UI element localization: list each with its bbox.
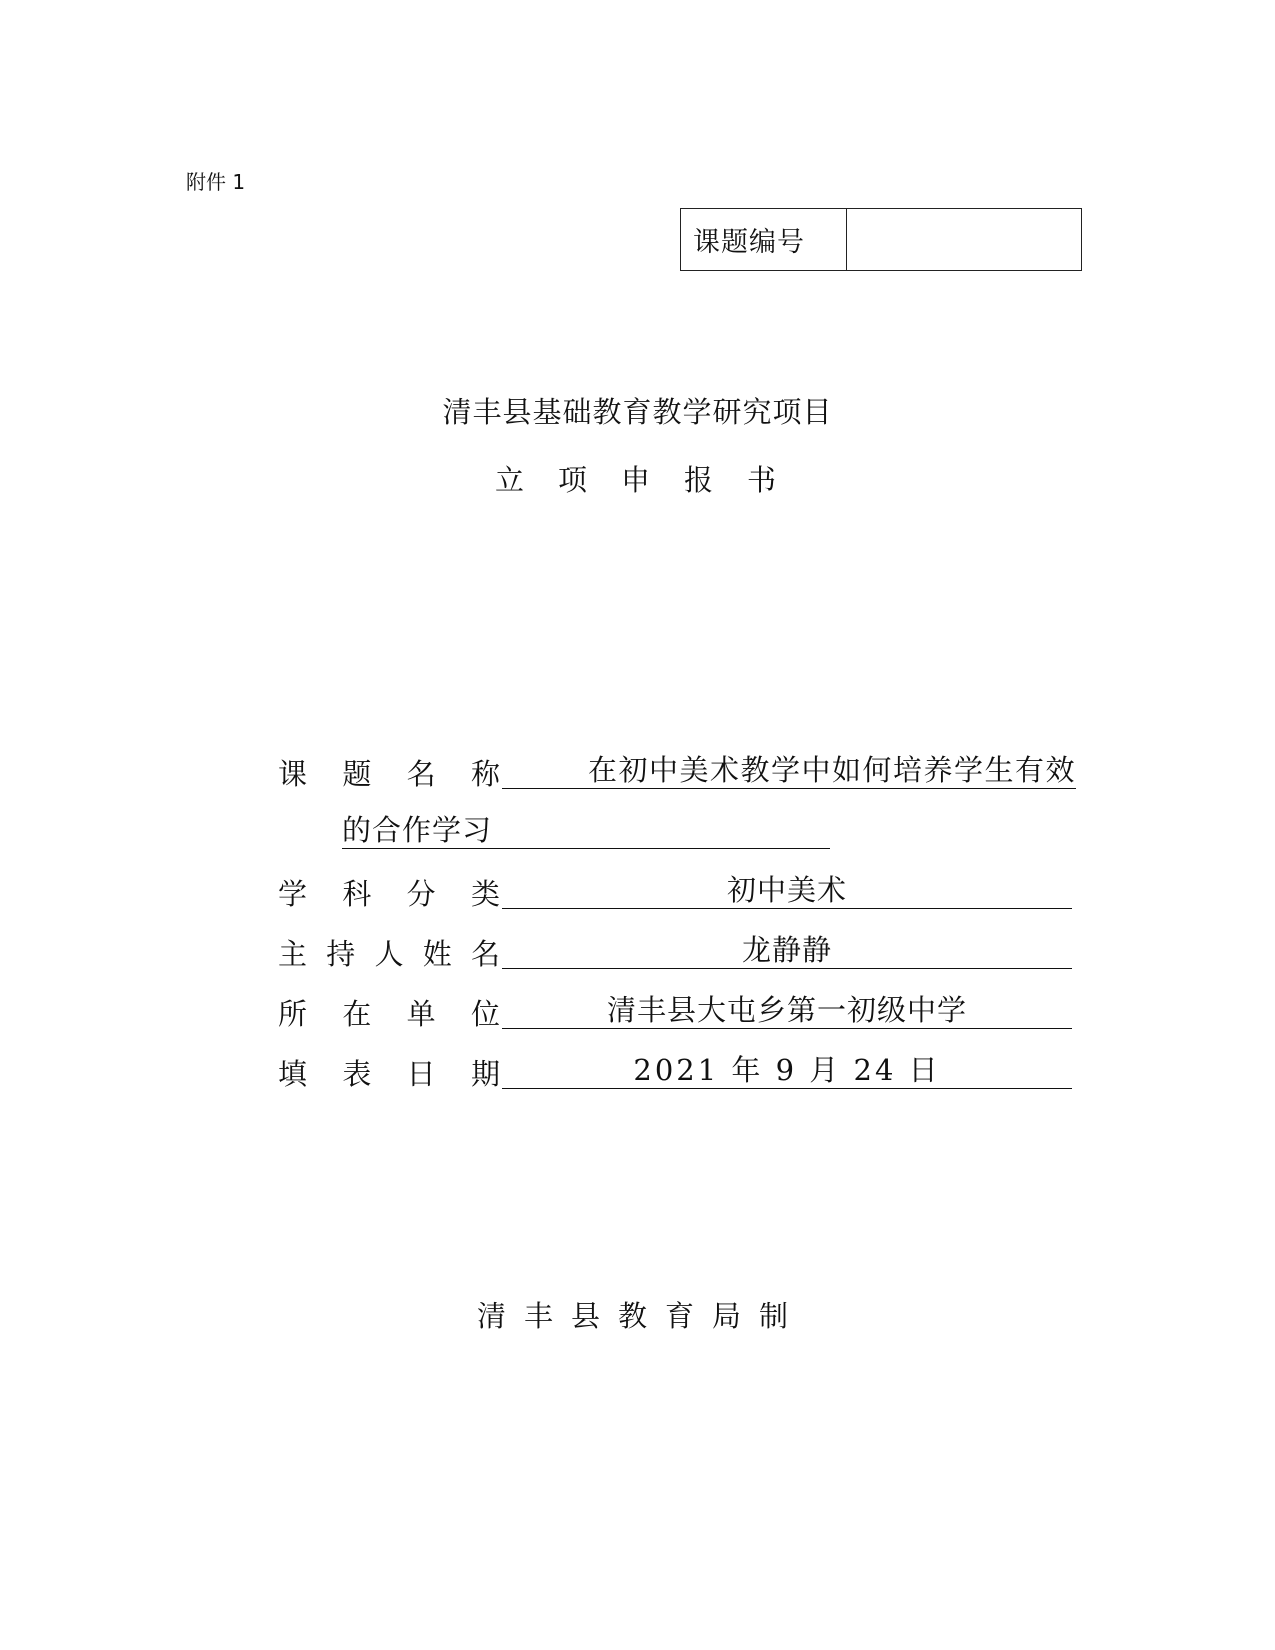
topic-name-value-line2[interactable]: 的合作学习 (342, 812, 830, 849)
project-code-box (680, 208, 1082, 271)
document-subtitle: 立项申报书 (494, 463, 810, 497)
topic-name-value-line1[interactable]: 在初中美术教学中如何培养学生有效 (502, 752, 1076, 789)
host-name-label: 主 持 人 姓 名 (278, 937, 500, 971)
issuer-text: 清丰县教育局制 (476, 1299, 806, 1333)
document-title: 清丰县基础教育教学研究项目 (442, 395, 833, 429)
fill-date-label: 填 表 日 期 (278, 1057, 500, 1091)
host-name-value[interactable]: 龙静静 (502, 932, 1072, 969)
unit-label: 所 在 单 位 (278, 997, 500, 1031)
subject-category-value[interactable]: 初中美术 (502, 872, 1072, 909)
project-code-field[interactable] (847, 209, 1081, 270)
attachment-label: 附件 1 (186, 170, 246, 194)
topic-name-label: 课 题 名 称 (278, 757, 500, 791)
project-code-label: 课题编号 (681, 209, 847, 270)
subject-category-label: 学 科 分 类 (278, 877, 500, 911)
unit-value[interactable]: 清丰县大屯乡第一初级中学 (502, 992, 1072, 1029)
fill-date-value[interactable]: 2021 年 9 月 24 日 (502, 1052, 1072, 1089)
